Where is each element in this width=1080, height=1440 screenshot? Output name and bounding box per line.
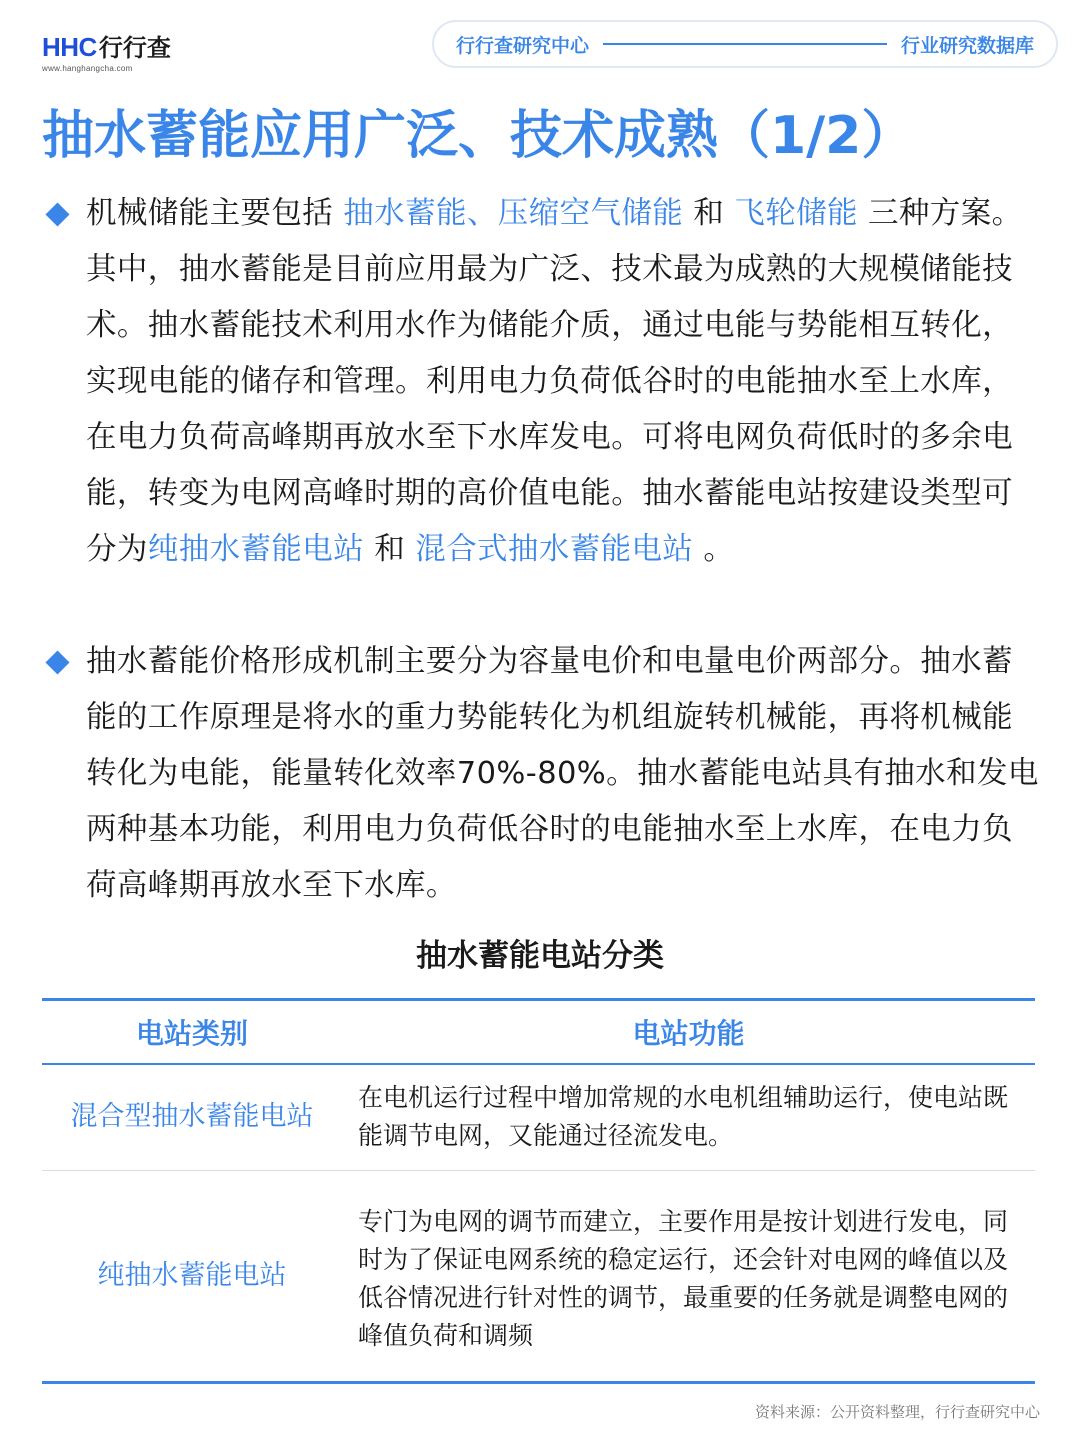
header-left-label: 行行查研究中心 xyxy=(456,34,590,57)
bullet-paragraph-1 xyxy=(40,186,1040,578)
page-title: 抽水蓄能应用广泛、技术成熟（1/2） xyxy=(42,106,914,166)
table-top-rule xyxy=(42,998,1035,1001)
bullet-2-text: 抽水蓄能价格形成机制主要分为容量电价和电量电价两部分。抽水蓄能的工作原理是将水的重力势能转化为机组旋转机械能，再将机械能转化为电能，能量转化效率70%-80%。抽水蓄能电站具有抽水和发电两种基本功能，利用电力负荷低谷时的电能抽水至上水库，在电力负荷高峰期再放水至下水库。 xyxy=(86,644,1039,903)
highlight-term: 纯抽水蓄能电站 xyxy=(147,532,365,567)
source-note: 资料来源：公开资料整理，行行查研究中心 xyxy=(754,1403,1040,1421)
bullet-paragraph-2 xyxy=(40,634,1040,914)
header-station-function: 电站功能 xyxy=(632,1017,745,1050)
header-station-type: 电站类别 xyxy=(135,1017,248,1050)
diamond-bullet-icon xyxy=(45,202,69,226)
table-row-1-type: 混合型抽水蓄能电站 xyxy=(70,1101,314,1132)
highlight-term: 抽水蓄能、压缩空气储能 xyxy=(343,196,684,231)
logo-url: www.hanghangcha.com xyxy=(42,64,133,73)
table-bottom-rule xyxy=(42,1381,1035,1384)
header-right-label: 行业研究数据库 xyxy=(900,34,1034,57)
header-divider-line xyxy=(603,43,887,45)
text-segment: 。 xyxy=(693,532,735,567)
logo-name: 行行查 xyxy=(98,34,171,62)
text-segment: 机械储能主要包括 xyxy=(86,196,344,231)
logo-mark: HHC xyxy=(42,32,97,62)
text-segment: 和 xyxy=(364,532,416,567)
bullet-1-text xyxy=(86,186,1040,578)
header-banner xyxy=(432,20,1058,68)
text-segment: 和 xyxy=(683,196,735,231)
table-title: 抽水蓄能电站分类 xyxy=(416,938,664,974)
text-segment: 三种方案。其中，抽水蓄能是目前应用最为广泛、技术最为成熟的大规模储能技术。抽水蓄能技术利用水作为储能介质，通过电能与势能相互转化，实现电能的储存和管理。利用电力负荷低谷时的电能抽水至上水库，在电力负荷高峰期再放水至下水库发电。可将电网负荷低时的多余电能，转变为电网高峰时期的高价值电能。抽水蓄能电站按建设类型可分为 xyxy=(86,196,1023,567)
logo[interactable] xyxy=(42,28,171,73)
table-row-divider xyxy=(42,1170,1035,1171)
highlight-term: 混合式抽水蓄能电站 xyxy=(415,532,694,567)
table-row-2-type: 纯抽水蓄能电站 xyxy=(97,1260,287,1291)
table-row-1-function: 在电机运行过程中增加常规的水电机组辅助运行，使电站既能调节电网，又能通过径流发电。 xyxy=(358,1083,1009,1150)
table-row-2-function: 专门为电网的调节而建立，主要作用是按计划进行发电，同时为了保证电网系统的稳定运行，还会针对电网的峰值以及低谷情况进行针对性的调节，最重要的任务就是调整电网的峰值负荷和调频 xyxy=(358,1207,1009,1350)
table-header-rule xyxy=(42,1063,1035,1065)
diamond-bullet-icon xyxy=(45,650,69,674)
highlight-term: 飞轮储能 xyxy=(734,196,858,231)
